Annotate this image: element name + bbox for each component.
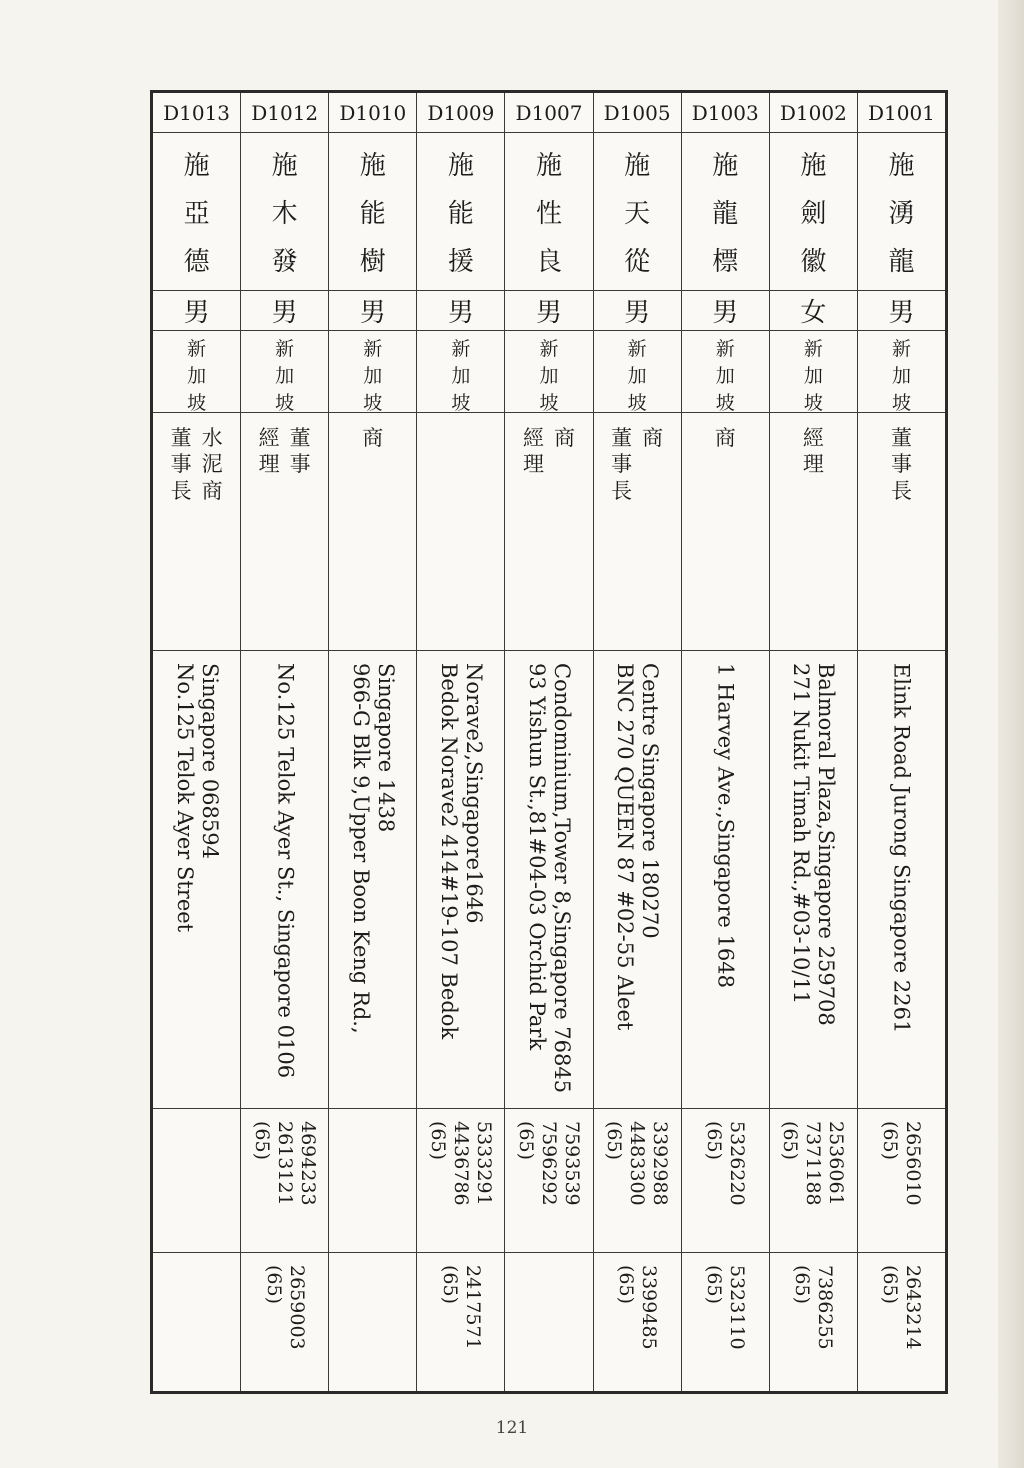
telephone-cell-text <box>427 1121 495 1206</box>
occupation-line <box>611 425 632 504</box>
nationality-char: 坡 <box>187 392 207 413</box>
record-column <box>504 93 592 1391</box>
address-line: Norave2,Singapore1646 <box>462 663 487 924</box>
nationality-char: 坡 <box>715 392 735 413</box>
telephone-line: (65) <box>879 1121 902 1161</box>
name-char: 龍 <box>712 198 739 229</box>
nationality-char: 加 <box>363 365 383 387</box>
telephone-line: 4436786 <box>450 1121 473 1206</box>
fax-cell-text <box>879 1265 925 1350</box>
occupation-char: 經 <box>523 426 544 450</box>
telephone-cell-text <box>702 1121 748 1206</box>
record-id: D1005 <box>594 93 681 133</box>
name-char: 木 <box>271 198 298 229</box>
address-cell <box>505 651 592 1109</box>
fax-cell-text <box>438 1265 484 1350</box>
telephone-line: (65) <box>251 1121 274 1161</box>
page-number: 121 <box>495 1418 529 1438</box>
name-char: 施 <box>888 150 915 181</box>
record-column <box>328 93 416 1391</box>
record-column <box>153 93 240 1391</box>
fax-cell-text <box>262 1265 308 1350</box>
fax-line: 5323110 <box>726 1265 749 1350</box>
name-cell <box>682 133 769 291</box>
sex-cell: 女 <box>770 291 857 331</box>
address-cell-text <box>272 663 297 1078</box>
address-cell-text <box>524 663 574 1093</box>
occupation-line <box>259 425 280 478</box>
register-table <box>150 90 948 1394</box>
telephone-cell <box>329 1109 416 1253</box>
telephone-cell <box>770 1109 857 1253</box>
name-char: 施 <box>712 150 739 181</box>
telephone-line: 5333291 <box>473 1121 496 1206</box>
record-id: D1007 <box>505 93 592 133</box>
name-char: 劍 <box>800 198 827 229</box>
nationality-char: 新 <box>187 338 207 360</box>
occupation-char: 董 <box>611 426 633 450</box>
sex-cell: 男 <box>594 291 681 331</box>
fax-cell <box>858 1253 945 1391</box>
telephone-cell-text <box>515 1121 583 1206</box>
address-cell <box>594 651 681 1109</box>
occupation-char: 商 <box>201 478 223 503</box>
name-char: 德 <box>183 247 210 278</box>
record-column <box>240 93 328 1391</box>
name-char: 性 <box>536 198 563 229</box>
nationality-char: 新 <box>275 338 295 360</box>
nationality-char: 坡 <box>891 392 911 413</box>
occupation-char: 經 <box>802 426 824 450</box>
telephone-line: (65) <box>703 1121 726 1161</box>
address-line: 271 Nukit Timah Rd.,#03-10/11 <box>789 663 814 1005</box>
nationality-char: 加 <box>187 365 207 387</box>
nationality-char: 加 <box>627 365 647 387</box>
record-id: D1001 <box>858 93 945 133</box>
nationality-char: 坡 <box>451 392 471 413</box>
name-cell <box>329 133 416 291</box>
address-cell-text <box>612 663 662 1030</box>
telephone-cell-text <box>779 1121 847 1206</box>
telephone-line: 2536061 <box>825 1121 848 1206</box>
occupation-char: 事 <box>611 452 633 477</box>
occupation-char: 理 <box>258 452 280 477</box>
name-char: 湧 <box>888 198 915 229</box>
record-column <box>681 93 769 1391</box>
name-cell <box>417 133 504 291</box>
occupation-cell <box>770 413 857 651</box>
occupation-char: 董 <box>170 426 192 450</box>
nationality-cell <box>153 331 240 413</box>
nationality-char: 新 <box>715 338 735 360</box>
nationality-cell <box>417 331 504 413</box>
name-char: 良 <box>536 247 563 278</box>
name-char: 施 <box>536 150 563 181</box>
name-char: 樹 <box>359 247 386 278</box>
occupation-char: 事 <box>890 452 912 477</box>
occupation-line <box>202 425 223 504</box>
sex-cell: 男 <box>329 291 416 331</box>
name-cell <box>594 133 681 291</box>
address-cell <box>858 651 945 1109</box>
telephone-line: (65) <box>603 1121 626 1161</box>
telephone-line: 4483300 <box>626 1121 649 1206</box>
nationality-char: 坡 <box>803 392 823 413</box>
address-line: No.125 Telok Ayer St., Singapore 0106 <box>273 663 298 1079</box>
fax-line: (65) <box>262 1265 285 1305</box>
occupation-char: 長 <box>890 478 912 503</box>
record-column <box>593 93 681 1391</box>
name-cell <box>770 133 857 291</box>
telephone-line: 7596292 <box>538 1121 561 1206</box>
name-cell <box>241 133 328 291</box>
fax-cell <box>329 1253 416 1391</box>
name-char: 施 <box>183 150 210 181</box>
fax-line: (65) <box>791 1265 814 1305</box>
fax-cell <box>153 1253 240 1391</box>
sex-cell: 男 <box>153 291 240 331</box>
occupation-char: 事 <box>170 452 192 477</box>
occupation-cell <box>241 413 328 651</box>
telephone-cell <box>682 1109 769 1253</box>
telephone-cell <box>858 1109 945 1253</box>
name-cell <box>858 133 945 291</box>
name-char: 亞 <box>183 198 210 229</box>
fax-cell <box>770 1253 857 1391</box>
fax-line: (65) <box>438 1265 461 1305</box>
occupation-line <box>803 425 824 478</box>
occupation-cell <box>417 413 504 651</box>
telephone-line: 7593539 <box>561 1121 584 1206</box>
nationality-char: 新 <box>627 338 647 360</box>
occupation-char: 商 <box>362 426 384 450</box>
address-line: 966-G Blk 9,Upper Boon Keng Rd., <box>348 663 373 1034</box>
nationality-char: 加 <box>539 365 559 387</box>
telephone-cell-text <box>879 1121 925 1206</box>
sex-cell: 男 <box>858 291 945 331</box>
address-line: 93 Yishun St.,81#04-03 Orchid Park <box>525 663 549 1051</box>
telephone-cell <box>241 1109 328 1253</box>
address-line: BNC 270 QUEEN 87 #02-55 Aleet <box>613 663 638 1031</box>
fax-cell <box>594 1253 681 1391</box>
name-char: 援 <box>447 247 474 278</box>
address-cell <box>682 651 769 1109</box>
nationality-char: 坡 <box>627 392 647 413</box>
name-char: 施 <box>624 150 651 181</box>
record-id: D1010 <box>329 93 416 133</box>
sex-cell: 男 <box>505 291 592 331</box>
record-id: D1013 <box>153 93 240 133</box>
address-cell <box>153 651 240 1109</box>
nationality-char: 加 <box>715 365 735 387</box>
record-id: D1012 <box>241 93 328 133</box>
fax-cell <box>505 1253 592 1391</box>
nationality-char: 加 <box>451 365 471 387</box>
occupation-line <box>523 425 544 478</box>
name-char: 能 <box>359 198 386 229</box>
fax-line: (65) <box>703 1265 726 1305</box>
nationality-char: 坡 <box>275 392 295 413</box>
occupation-char: 董 <box>890 426 912 450</box>
address-cell-text <box>436 663 486 1039</box>
address-line: 1 Harvey Ave.,Singapore 1648 <box>713 663 738 988</box>
occupation-line <box>891 425 912 504</box>
fax-line: 2417571 <box>461 1265 484 1350</box>
telephone-cell <box>594 1109 681 1253</box>
address-line: Centre Singapore 180270 <box>638 663 663 939</box>
name-char: 徽 <box>800 247 827 278</box>
occupation-line <box>715 425 736 451</box>
nationality-char: 新 <box>891 338 911 360</box>
telephone-line: (65) <box>427 1121 450 1161</box>
record-id: D1003 <box>682 93 769 133</box>
address-cell <box>770 651 857 1109</box>
telephone-cell <box>505 1109 592 1253</box>
telephone-line: 5326220 <box>726 1121 749 1206</box>
occupation-cell <box>858 413 945 651</box>
name-char: 天 <box>624 198 651 229</box>
fax-line: 2643214 <box>902 1265 925 1350</box>
nationality-char: 加 <box>803 365 823 387</box>
telephone-cell-text <box>250 1121 318 1206</box>
nationality-cell <box>329 331 416 413</box>
occupation-line <box>554 425 575 451</box>
address-cell-text <box>171 663 221 932</box>
telephone-line: (65) <box>779 1121 802 1161</box>
fax-line: 3399485 <box>637 1265 660 1350</box>
sex-cell: 男 <box>417 291 504 331</box>
fax-line: (65) <box>879 1265 902 1305</box>
address-cell <box>241 651 328 1109</box>
address-line: Condominium,Tower 8,Singapore 76845 <box>550 663 575 1094</box>
telephone-line: 7371188 <box>802 1121 825 1206</box>
nationality-cell <box>594 331 681 413</box>
fax-line: (65) <box>615 1265 638 1305</box>
name-cell <box>153 133 240 291</box>
telephone-cell-text <box>603 1121 671 1206</box>
telephone-line: 3392988 <box>649 1121 672 1206</box>
name-char: 能 <box>447 198 474 229</box>
address-cell-text <box>348 663 398 1034</box>
name-char: 龍 <box>888 247 915 278</box>
record-column <box>769 93 857 1391</box>
nationality-cell <box>682 331 769 413</box>
address-line: Singapore 068594 <box>197 663 222 859</box>
record-id: D1002 <box>770 93 857 133</box>
address-cell-text <box>889 663 914 1033</box>
telephone-line: 2656010 <box>902 1121 925 1206</box>
address-line: Elink Road Jurong Singapore 2261 <box>890 663 915 1034</box>
occupation-line <box>642 425 663 451</box>
fax-cell-text <box>614 1265 660 1350</box>
record-column <box>857 93 945 1391</box>
record-id: D1009 <box>417 93 504 133</box>
name-char: 從 <box>624 247 651 278</box>
nationality-char: 新 <box>803 338 823 360</box>
occupation-char: 商 <box>714 426 736 450</box>
telephone-line: 4694233 <box>296 1121 319 1206</box>
page-edge <box>998 0 1024 1468</box>
fax-line: 2659003 <box>285 1265 308 1350</box>
address-cell-text <box>788 663 838 1026</box>
fax-cell <box>241 1253 328 1391</box>
telephone-line: (65) <box>515 1121 538 1161</box>
name-char: 發 <box>271 247 298 278</box>
nationality-char: 坡 <box>539 392 559 413</box>
occupation-char: 長 <box>170 478 192 503</box>
telephone-line: 2613121 <box>274 1121 297 1206</box>
occupation-char: 泥 <box>201 452 223 477</box>
address-cell <box>329 651 416 1109</box>
occupation-char: 商 <box>554 426 575 450</box>
name-char: 施 <box>447 150 474 181</box>
fax-cell-text <box>702 1265 748 1350</box>
address-line: No.125 Telok Ayer Street <box>172 663 197 933</box>
occupation-cell <box>329 413 416 651</box>
occupation-char: 董 <box>289 426 311 450</box>
nationality-char: 新 <box>451 338 471 360</box>
sex-cell: 男 <box>682 291 769 331</box>
name-char: 標 <box>712 247 739 278</box>
occupation-char: 事 <box>289 452 311 477</box>
occupation-char: 水 <box>201 426 223 450</box>
nationality-cell <box>858 331 945 413</box>
nationality-char: 新 <box>363 338 383 360</box>
occupation-line <box>290 425 311 478</box>
occupation-cell <box>153 413 240 651</box>
name-cell <box>505 133 592 291</box>
occupation-cell <box>505 413 592 651</box>
nationality-cell <box>241 331 328 413</box>
occupation-char: 理 <box>523 452 544 477</box>
occupation-char: 理 <box>802 452 824 477</box>
fax-line: 7386255 <box>814 1265 837 1350</box>
nationality-char: 加 <box>275 365 295 387</box>
nationality-cell <box>505 331 592 413</box>
sex-cell: 男 <box>241 291 328 331</box>
telephone-cell <box>153 1109 240 1253</box>
record-column <box>416 93 504 1391</box>
fax-cell-text <box>791 1265 837 1350</box>
name-char: 施 <box>271 150 298 181</box>
nationality-cell <box>770 331 857 413</box>
name-char: 施 <box>800 150 827 181</box>
occupation-line <box>171 425 192 504</box>
fax-cell <box>682 1253 769 1391</box>
occupation-cell <box>594 413 681 651</box>
occupation-cell <box>682 413 769 651</box>
occupation-char: 經 <box>258 426 280 450</box>
nationality-char: 坡 <box>363 392 383 413</box>
address-cell-text <box>713 663 738 988</box>
fax-cell <box>417 1253 504 1391</box>
nationality-char: 加 <box>891 365 911 387</box>
telephone-cell <box>417 1109 504 1253</box>
occupation-char: 商 <box>642 426 664 450</box>
address-line: Bedok Norave2 414#19-107 Bedok <box>436 663 461 1040</box>
name-char: 施 <box>359 150 386 181</box>
address-line: Balmoral Plaza,Singapore 259708 <box>814 663 839 1026</box>
occupation-char: 長 <box>611 478 633 503</box>
nationality-char: 新 <box>539 338 559 360</box>
address-line: Singapore 1438 <box>373 663 398 833</box>
occupation-line <box>362 425 383 451</box>
address-cell <box>417 651 504 1109</box>
